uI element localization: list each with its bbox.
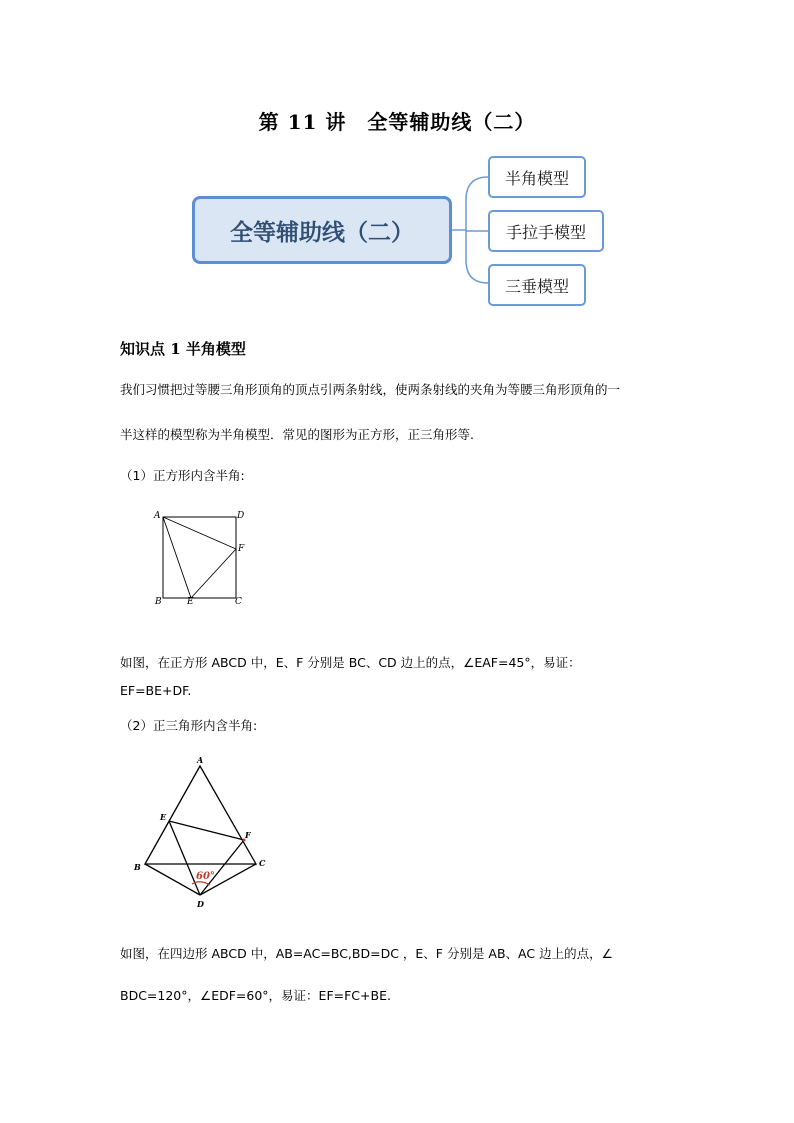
case1-label: （1）正方形内含半角: (120, 468, 245, 483)
label-e: E (160, 812, 167, 822)
mindmap-center-node: 全等辅助线（二） (192, 196, 452, 264)
triangle-half-angle-figure (120, 752, 275, 917)
label-b: B (134, 862, 141, 872)
label-f: F (245, 830, 251, 840)
square-half-angle-figure (148, 505, 258, 615)
segment-ed (169, 821, 200, 895)
mindmap-branch-hand-in-hand: 手拉手模型 (488, 210, 604, 252)
intro-line-2: 半这样的模型称为半角模型．常见的图形为正方形，正三角形等. (120, 427, 474, 442)
label-d: D (197, 899, 204, 909)
segment-ef (191, 549, 236, 598)
case2-text-2: BDC=120°，∠EDF=60°，易证：EF=FC+BE. (120, 988, 391, 1003)
label-a: A (197, 755, 204, 765)
label-d: D (237, 511, 245, 521)
mindmap-branch-three-perpendicular: 三垂模型 (488, 264, 586, 306)
segment-af (163, 517, 236, 549)
label-e: E (187, 597, 194, 607)
page-title: 第 11 讲 全等辅助线（二） (258, 110, 536, 134)
label-c: C (235, 597, 242, 607)
label-a: A (154, 511, 161, 521)
angle-label: 60° (196, 871, 215, 882)
section-heading: 知识点 1 半角模型 (120, 340, 246, 358)
segment-bd (145, 864, 200, 895)
label-b: B (155, 597, 162, 607)
segment-ae (163, 517, 191, 598)
label-f: F (238, 544, 245, 554)
label-c: C (259, 858, 266, 868)
case1-text-2: EF=BE+DF. (120, 683, 192, 698)
case2-text-1: 如图，在四边形 ABCD 中，AB=AC=BC,BD=DC ，E、F 分别是 AB、AC 边上的点，∠ (120, 946, 613, 961)
segment-fd (200, 840, 244, 895)
mindmap-branch-half-angle: 半角模型 (488, 156, 586, 198)
case1-text-1: 如图，在正方形 ABCD 中，E、F 分别是 BC、CD 边上的点，∠EAF=45°，易证： (120, 655, 581, 670)
intro-line-1: 我们习惯把过等腰三角形顶角的顶点引两条射线，使两条射线的夹角为等腰三角形顶角的一 (120, 382, 621, 397)
case2-label: （2）正三角形内含半角: (120, 718, 258, 733)
